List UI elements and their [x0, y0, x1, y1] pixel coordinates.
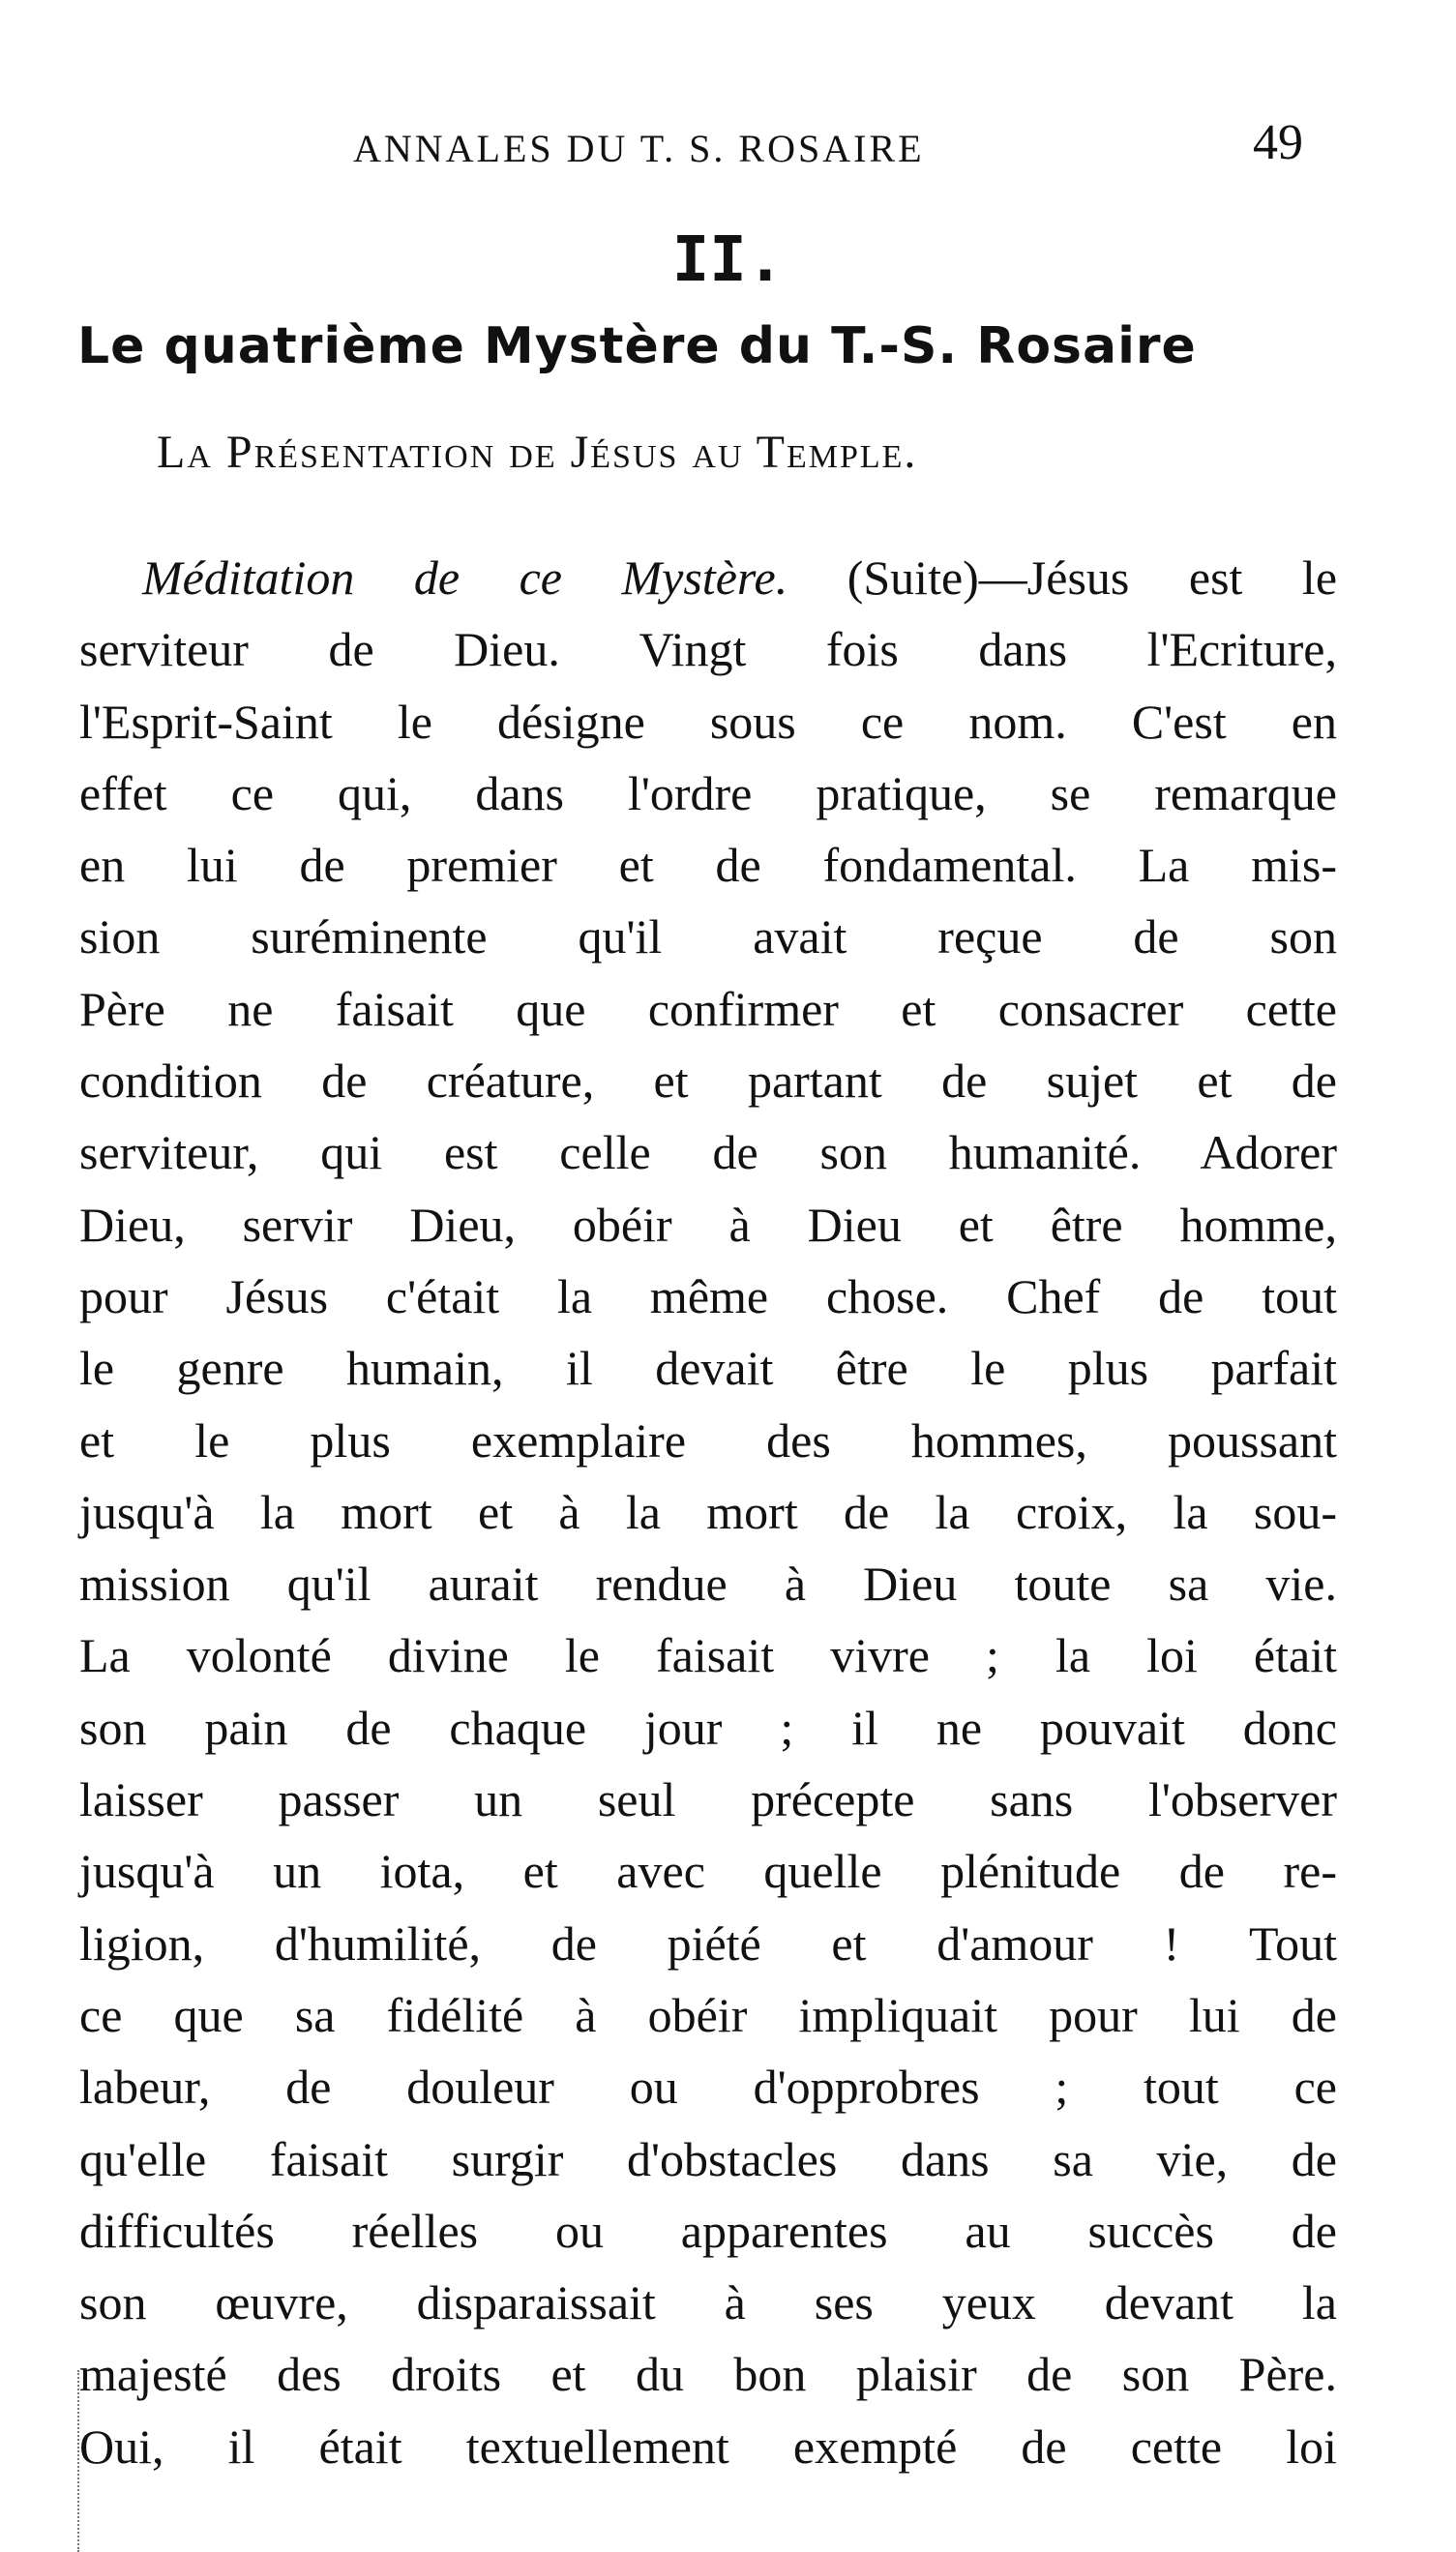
body-line: l'Esprit-Saint le désigne sous ce nom. C'est en — [79, 694, 1337, 749]
running-head: ANNALES DU T. S. ROSAIRE — [353, 127, 925, 170]
body-line: jusqu'à un iota, et avec quelle plénitude de re- — [79, 1844, 1337, 1899]
body-line: jusqu'à la mort et à la mort de la croix, la sou- — [79, 1484, 1337, 1539]
section-numeral: II. — [671, 224, 785, 296]
body-line-text: (Suite)—Jésus est le — [847, 550, 1338, 605]
body-line: ce que sa fidélité à obéir impliquait pour lui de — [79, 1987, 1337, 2042]
body-line: son pain de chaque jour ; il ne pouvait donc — [79, 1700, 1337, 1755]
body-line: son œuvre, disparaissait à ses yeux devant la — [79, 2275, 1337, 2330]
body-line: condition de créature, et partant de sujet et de — [79, 1053, 1337, 1109]
body-line: serviteur de Dieu. Vingt fois dans l'Ecriture, — [79, 622, 1337, 677]
body-line: laisser passer un seul précepte sans l'observer — [79, 1772, 1337, 1827]
body-line — [79, 542, 1337, 613]
body-line: pour Jésus c'était la même chose. Chef de tout — [79, 1268, 1337, 1323]
body-line: et le plus exemplaire des hommes, poussant — [79, 1412, 1337, 1468]
body-line: qu'elle faisait surgir d'obstacles dans sa vie, de — [79, 2131, 1337, 2186]
chapter-subtitle — [157, 426, 917, 479]
subtitle-text: La Présentation de Jésus au Temple. — [157, 427, 918, 478]
body-line: effet ce qui, dans l'ordre pratique, se remarque — [79, 765, 1337, 820]
body-line: le genre humain, il devait être le plus parfait — [79, 1341, 1337, 1396]
page-number: 49 — [1253, 115, 1303, 170]
page-edge-mark — [77, 2370, 79, 2552]
body-line: Père ne faisait que confirmer et consacrer cette — [79, 981, 1337, 1036]
body-line: difficultés réelles ou apparentes au succès de — [79, 2203, 1337, 2258]
body-line: mission qu'il aurait rendue à Dieu toute sa vie. — [79, 1557, 1337, 1612]
body-line: La volonté divine le faisait vivre ; la loi était — [79, 1628, 1337, 1683]
body-text — [79, 542, 1337, 2482]
body-line: serviteur, qui est celle de son humanité. Adorer — [79, 1125, 1337, 1180]
chapter-title: Le quatrième Mystère du T.-S. Rosaire — [77, 317, 1197, 375]
body-line: Oui, il était textuellement exempté de cette loi — [79, 2418, 1337, 2474]
body-line: ligion, d'humilité, de piété et d'amour ! Tout — [79, 1915, 1337, 1971]
body-line: majesté des droits et du bon plaisir de son Père. — [79, 2347, 1337, 2402]
body-line: Dieu, servir Dieu, obéir à Dieu et être homme, — [79, 1197, 1337, 1252]
body-line: labeur, de douleur ou d'opprobres ; tout ce — [79, 2060, 1337, 2115]
body-line: sion suréminente qu'il avait reçue de son — [79, 909, 1337, 964]
body-line: en lui de premier et de fondamental. La mis- — [79, 838, 1337, 893]
meditation-heading: Méditation de ce Mystère. — [142, 550, 788, 605]
